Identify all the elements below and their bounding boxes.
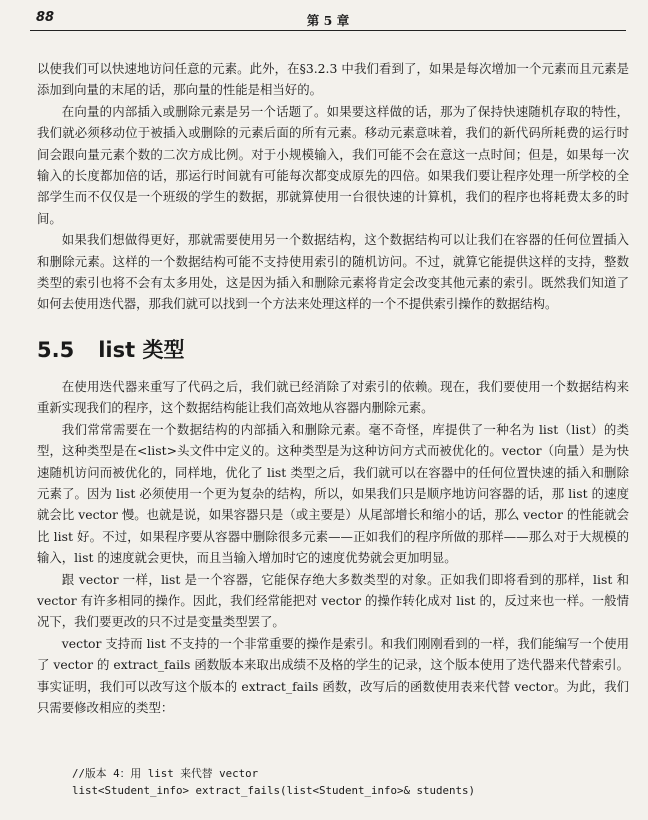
- paragraph: 以使我们可以快速地访问任意的元素。此外，在§3.2.3 中我们看到了，如果是每次增加一个元素而且元素是添加到向量的末尾的话，那向量的性能是相当好的。: [37, 61, 629, 98]
- body-text-top: [37, 58, 629, 315]
- paragraph: 在向量的内部插入或删除元素是另一个话题了。如果要这样做的话，那为了保持快速随机存取的特性，我们就必须移动位于被插入或删除的元素后面的所有元素。移动元素意味着，我们的新代码所耗费的运行时间会跟向量元素个数的二次方成比例。对于小规模输入，我们可能不会在意这一点时间；但是，如果每一次输入的长度都加倍的话，那运行时间就有可能每次都变成原先的四倍。如果我们要让程序处理一所学校的全部学生而不仅仅是一个班级的学生的数据，那就算使用一台很快速的计算机，我们的程序也将耗费太多的时间。: [37, 103, 629, 226]
- paragraph: 跟 vector 一样，list 是一个容器，它能保存绝大多数类型的对象。正如我们即将看到的那样，list 和 vector 有许多相同的操作。因此，我们经常能把对 vector 的操作转化成对 list 的，反过来也一样。一般情况下，我们要更改的只不过是变量类型罢了。: [37, 571, 629, 630]
- code-comment: //版本 4：用 list 来代替 vector: [72, 767, 259, 780]
- page-number: 88: [36, 10, 55, 25]
- section-title: list 类型: [98, 338, 185, 362]
- section-number: 5.5: [37, 338, 75, 362]
- paragraph: 在使用迭代器来重写了代码之后，我们就已经消除了对索引的依赖。现在，我们要使用一个数据结构来重新实现我们的程序，这个数据结构能让我们高效地从容器内删除元素。: [37, 379, 629, 416]
- code-line: list<Student_info> extract_fails(list<Student_info>& students): [72, 784, 476, 797]
- code-listing: [72, 765, 475, 799]
- paragraph: vector 支持而 list 不支持的一个非常重要的操作是索引。和我们刚刚看到的一样，我们能编写一个使用了 vector 的 extract_fails 函数版本来取出成绩不及格的学生的记录，这个版本使用了迭代器来代替索引。事实证明，我们可以改写这个版本的 extract_fails 函数，改写后的函数使用表来代替 vector。为此，我们只需要修改相应的类型：: [37, 635, 629, 716]
- chapter-title: 第 5 章: [306, 13, 350, 28]
- paragraph: 如果我们想做得更好，那就需要使用另一个数据结构，这个数据结构可以让我们在容器的任何位置插入和删除元素。这样的一个数据结构可能不支持使用索引的随机访问。不过，就算它能提供这样的支持，整数类型的索引也将不会有太多用处，这是因为插入和删除元素将肯定会改变其他元素的索引。既然我们知道了如何去使用迭代器，那我们就可以找到一个方法来处理这样的一个不提供索引操作的数据结构。: [37, 232, 629, 312]
- body-text-bottom: [37, 376, 629, 719]
- section-heading: [37, 334, 184, 364]
- paragraph: 我们常常需要在一个数据结构的内部插入和删除元素。毫不奇怪，库提供了一种名为 list（list）的类型，这种类型是在<list>头文件中定义的。这种类型是为这种访问方式而被优化的。vector（向量）是为快速随机访问而被优化的，同样地，优化了 list 类型之后，我们就可以在容器中的任何位置快速的插入和删除元素了。因为 list 必须使用一个更为复杂的结构，所以，如果我们只是顺序地访问容器的话，那 list 的速度就会比 vector 慢。也就是说，如果容器只是（或主要是）从尾部增长和缩小的话，那么 vector 的性能就会比 list 好。不过，如果程序要从容器中删除很多元素——正如我们的程序所做的那样——那么对于大规模的输入，list 的速度就会更快，而且当输入增加时它的速度优势就会更加明显。: [37, 421, 629, 566]
- running-header: [30, 10, 626, 31]
